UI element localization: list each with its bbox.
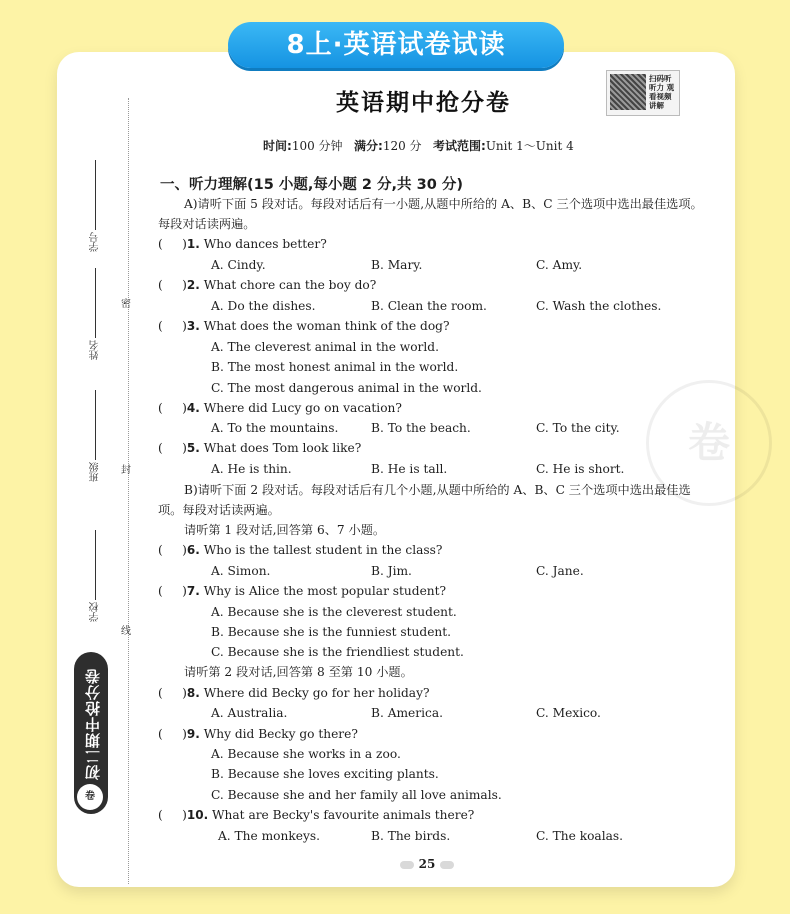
scope-label: 考试范围: [433, 139, 486, 153]
part-b-intro: B)请听下面 2 段对话。每段对话后有几个小题,从题中所给的 A、B、C 三个选项中选出最佳选项。每段对话读两遍。 [158, 483, 691, 517]
question-7 [158, 583, 446, 599]
question-number: 4. [186, 401, 200, 415]
brand-tab-label: 初二期中抢分卷 [84, 668, 102, 780]
option: A. Do the dishes. [211, 299, 316, 313]
option: B. Because she is the funniest student. [211, 625, 452, 639]
seal-char-feng: 封 [121, 465, 131, 476]
answer-bracket[interactable]: ( ) [158, 401, 187, 415]
option: B. He is tall. [371, 462, 448, 476]
answer-bracket[interactable]: ( ) [158, 727, 187, 741]
question-2 [158, 277, 376, 293]
question-number: 2. [186, 278, 200, 292]
question-number: 3. [186, 319, 200, 333]
score-value: 120 分 [382, 139, 422, 153]
dialog-2-intro: 请听第 2 段对话,回答第 8 至第 10 小题。 [184, 665, 413, 679]
question-text: Who is the tallest student in the class? [203, 543, 443, 557]
answer-bracket[interactable]: ( ) [158, 237, 187, 251]
option: B. America. [371, 706, 443, 720]
section-title: 一、听力理解(15 小题,每小题 2 分,共 30 分) [160, 177, 463, 193]
page-dot-icon [440, 861, 454, 869]
question-8 [158, 685, 430, 701]
scope-value: Unit 1～Unit 4 [485, 139, 574, 153]
side-field-label: 学号 [90, 232, 101, 252]
option: C. Wash the clothes. [536, 299, 662, 313]
question-text: Who dances better? [203, 237, 327, 251]
page-number-value: 25 [418, 857, 436, 871]
option: C. Because she and her family all love animals. [211, 788, 502, 802]
binding-line [128, 98, 130, 884]
question-text: What does the woman think of the dog? [203, 319, 450, 333]
question-text: Why is Alice the most popular student? [203, 584, 447, 598]
option: C. Because she is the friendliest student. [211, 645, 464, 659]
page-title: 英语期中抢分卷 [336, 90, 511, 116]
answer-bracket[interactable]: ( ) [158, 441, 187, 455]
question-4 [158, 400, 402, 416]
question-number: 8. [186, 686, 200, 700]
answer-bracket[interactable]: ( ) [158, 686, 187, 700]
question-number: 6. [186, 543, 200, 557]
answer-bracket[interactable]: ( ) [158, 584, 187, 598]
page-dot-icon [400, 861, 414, 869]
exam-meta [263, 137, 574, 154]
answer-bracket[interactable]: ( ) [158, 319, 187, 333]
option: C. The most dangerous animal in the world. [211, 381, 482, 395]
question-1 [158, 236, 327, 252]
side-field-class [88, 390, 103, 482]
seal-char-mi: 密 [121, 299, 131, 310]
question-number: 9. [186, 727, 200, 741]
fill-line [96, 160, 97, 230]
time-value: 100 分钟 [291, 139, 343, 153]
answer-bracket[interactable]: ( ) [158, 808, 187, 822]
option: C. He is short. [536, 462, 625, 476]
option: A. Australia. [211, 706, 288, 720]
side-field-student-number [88, 160, 103, 252]
option: A. The monkeys. [218, 829, 320, 843]
option: A. To the mountains. [211, 421, 339, 435]
qr-code-icon [610, 74, 646, 110]
option: B. Mary. [371, 258, 423, 272]
answer-bracket[interactable]: ( ) [158, 543, 187, 557]
option: C. Jane. [536, 564, 584, 578]
side-field-label: 姓名 [90, 340, 101, 360]
qr-code[interactable] [606, 70, 680, 116]
question-text: Where did Lucy go on vacation? [203, 401, 402, 415]
option: B. The birds. [371, 829, 451, 843]
question-10 [158, 807, 474, 823]
question-text: What does Tom look like? [203, 441, 362, 455]
seal-char-xian: 线 [121, 626, 131, 637]
question-5 [158, 440, 361, 456]
banner-title: 8上·英语试卷试读 [228, 22, 564, 68]
option: A. Because she is the cleverest student. [211, 605, 457, 619]
question-text: What are Becky's favourite animals there? [212, 808, 475, 822]
dialog-1-intro: 请听第 1 段对话,回答第 6、7 小题。 [184, 523, 386, 537]
fill-line [96, 530, 97, 600]
side-field-name [88, 268, 103, 360]
time-label: 时间: [263, 139, 292, 153]
option: A. Simon. [211, 564, 271, 578]
option: A. The cleverest animal in the world. [211, 340, 439, 354]
fill-line [96, 390, 97, 460]
question-3 [158, 318, 450, 334]
brand-logo-icon: 卷 [77, 784, 103, 810]
part-a-intro: A)请听下面 5 段对话。每段对话后有一小题,从题中所给的 A、B、C 三个选项中选出最佳选项。每段对话读两遍。 [158, 197, 703, 231]
option: B. The most honest animal in the world. [211, 360, 459, 374]
option: C. Mexico. [536, 706, 601, 720]
question-text: What chore can the boy do? [203, 278, 377, 292]
question-text: Why did Becky go there? [203, 727, 358, 741]
brand-tab [74, 652, 108, 814]
option: B. Because she loves exciting plants. [211, 767, 439, 781]
answer-bracket[interactable]: ( ) [158, 278, 187, 292]
fill-line [96, 268, 97, 338]
option: B. Clean the room. [371, 299, 487, 313]
option: B. Jim. [371, 564, 412, 578]
score-label: 满分: [354, 139, 383, 153]
qr-caption: 扫码听听力 观看视频讲解 [649, 74, 675, 110]
option: A. Cindy. [211, 258, 266, 272]
side-field-label: 学校 [90, 602, 101, 622]
option: A. He is thin. [211, 462, 292, 476]
question-number: 1. [186, 237, 200, 251]
option: C. Amy. [536, 258, 583, 272]
question-9 [158, 726, 358, 742]
side-field-label: 班级 [90, 462, 101, 482]
option: C. The koalas. [536, 829, 623, 843]
page-number [398, 856, 456, 872]
watermark-stamp: 卷 [646, 380, 772, 506]
question-6 [158, 542, 442, 558]
option: A. Because she works in a zoo. [211, 747, 401, 761]
option: B. To the beach. [371, 421, 471, 435]
question-text: Where did Becky go for her holiday? [203, 686, 430, 700]
side-field-school [88, 530, 103, 622]
question-number: 10. [186, 808, 209, 822]
question-number: 7. [186, 584, 200, 598]
question-number: 5. [186, 441, 200, 455]
option: C. To the city. [536, 421, 620, 435]
